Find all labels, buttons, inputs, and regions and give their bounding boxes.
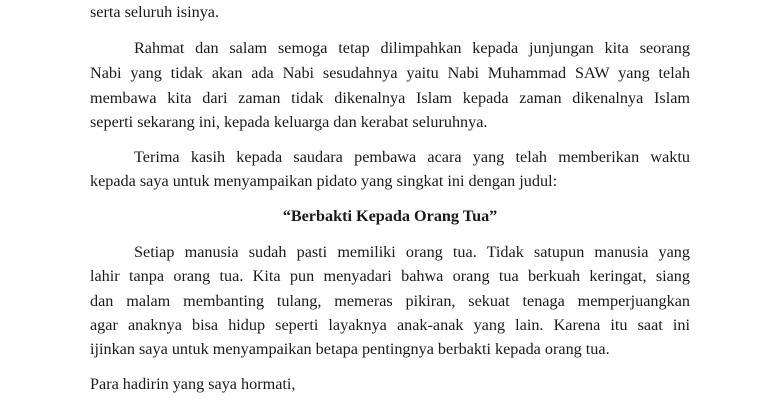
para3-line-3: dan malam membanting tulang, memeras pikiran, sekuat tenaga memperjuangkan xyxy=(90,292,690,310)
para3-line-2: lahir tanpa orang tua. Kita pun menyadari bahwa orang tua berkuah keringat, siang xyxy=(90,267,690,285)
para1-line-2: Nabi yang tidak akan ada Nabi sesudahnya yaitu Nabi Muhammad SAW yang telah xyxy=(90,64,690,82)
salutation: Para hadirin yang saya hormati, xyxy=(90,375,296,393)
para1-line-1: Rahmat dan salam semoga tetap dilimpahkan kepada junjungan kita seorang xyxy=(134,39,690,57)
para3-line-1: Setiap manusia sudah pasti memiliki orang tua. Tidak satupun manusia yang xyxy=(134,243,690,261)
intro-tail: serta seluruh isinya. xyxy=(90,3,220,21)
para1-line-4: seperti sekarang ini, kepada keluarga dan kerabat seluruhnya. xyxy=(90,113,488,131)
para1-line-3: membawa kita dari zaman tidak dikenalnya Islam kepada zaman dikenalnya Islam xyxy=(90,89,690,107)
speech-title: “Berbakti Kepada Orang Tua” xyxy=(282,207,498,225)
para2-line-2: kepada saya untuk menyampaikan pidato yang singkat ini dengan judul: xyxy=(90,172,558,190)
para3-line-4: agar anaknya bisa hidup seperti layaknya anak-anak yang lain. Karena itu saat ini xyxy=(90,316,690,334)
para2-line-1: Terima kasih kepada saudara pembawa acara yang telah memberikan waktu xyxy=(134,148,690,166)
para3-line-5: ijinkan saya untuk menyampaikan betapa pentingnya berbakti kepada orang tua. xyxy=(90,340,610,358)
